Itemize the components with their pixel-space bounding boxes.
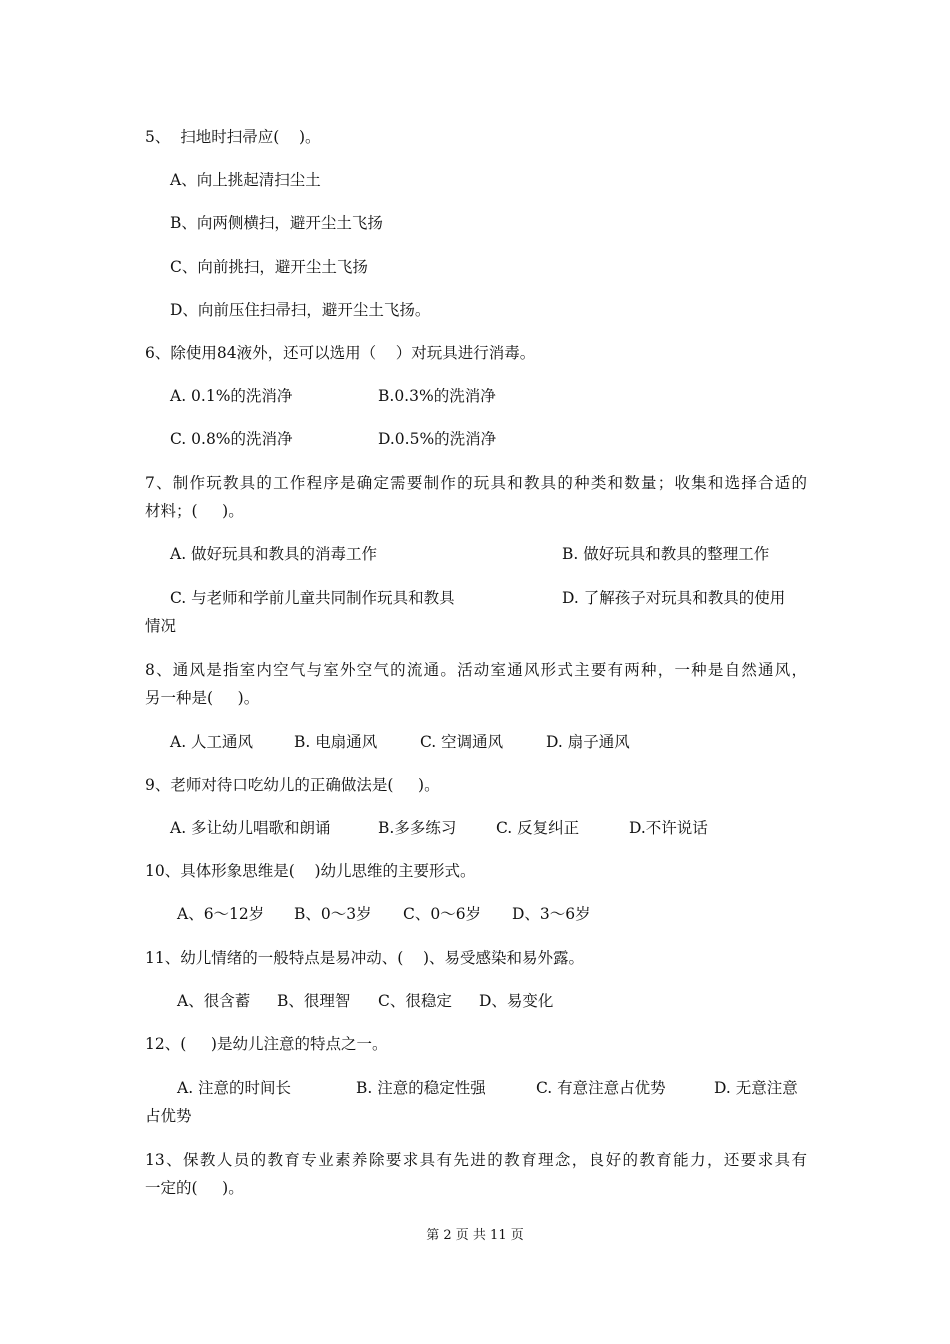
question-9-option-c: C. 反复纠正 (496, 819, 580, 837)
question-13-stem-line1: 13、保教人员的教育专业素养除要求具有先进的教育理念，良好的教育能力，还要求具有 (145, 1151, 807, 1169)
question-8-option-a: A. 人工通风 (170, 733, 254, 751)
question-7-option-d: D. 了解孩子对玩具和教具的使用 (562, 589, 786, 607)
question-11-option-a: A、很含蓄 (177, 992, 251, 1010)
question-7-option-a: A. 做好玩具和教具的消毒工作 (170, 545, 378, 563)
question-12-option-b: B. 注意的稳定性强 (356, 1079, 486, 1097)
question-9-option-a: A. 多让幼儿唱歌和朗诵 (170, 819, 331, 837)
question-6-option-b: B.0.3%的洗消净 (378, 387, 496, 405)
question-10-stem: 10、具体形象思维是( )幼儿思维的主要形式。 (145, 862, 476, 880)
question-9-option-d: D.不许说话 (629, 819, 708, 837)
question-12-stem: 12、( )是幼儿注意的特点之一。 (145, 1035, 388, 1053)
question-7-stem-line2: 材料；( )。 (145, 502, 244, 520)
question-11-option-d: D、易变化 (479, 992, 554, 1010)
question-10-option-d: D、3～6岁 (512, 905, 591, 923)
question-6-stem: 6、除使用84液外，还可以选用（ ）对玩具进行消毒。 (145, 344, 536, 362)
question-8-option-d: D. 扇子通风 (546, 733, 630, 751)
question-6-option-c: C. 0.8%的洗消净 (170, 430, 293, 448)
question-7-option-b: B. 做好玩具和教具的整理工作 (562, 545, 770, 563)
question-7-option-c: C. 与老师和学前儿童共同制作玩具和教具 (170, 589, 455, 607)
question-6-option-d: D.0.5%的洗消净 (378, 430, 497, 448)
question-11-stem: 11、幼儿情绪的一般特点是易冲动、( )、易受感染和易外露。 (145, 949, 585, 967)
question-5-stem: 5、 扫地时扫帚应( )。 (145, 128, 321, 146)
page-number-footer: 第 2 页 共 11 页 (426, 1228, 524, 1243)
question-5-option-b: B、向两侧横扫，避开尘土飞扬 (170, 214, 383, 232)
question-8-stem-line2: 另一种是( )。 (145, 689, 260, 707)
question-12-option-d: D. 无意注意 (714, 1079, 798, 1097)
question-11-option-c: C、很稳定 (378, 992, 452, 1010)
question-5-option-a: A、向上挑起清扫尘土 (170, 171, 321, 189)
question-10-option-c: C、0～6岁 (403, 905, 482, 923)
question-7-stem-line1: 7、制作玩教具的工作程序是确定需要制作的玩具和教具的种类和数量；收集和选择合适的 (145, 474, 807, 492)
question-10-option-a: A、6～12岁 (177, 905, 265, 923)
question-12-option-c: C. 有意注意占优势 (536, 1079, 666, 1097)
question-12-option-a: A. 注意的时间长 (177, 1079, 292, 1097)
question-5-option-c: C、向前挑扫，避开尘土飞扬 (170, 258, 368, 276)
question-12-option-d-continuation: 占优势 (145, 1107, 192, 1125)
question-9-option-b: B.多多练习 (378, 819, 457, 837)
question-13-stem-line2: 一定的( )。 (145, 1179, 244, 1197)
question-5-option-d: D、向前压住扫帚扫，避开尘土飞扬。 (170, 301, 431, 319)
question-8-stem-line1: 8、通风是指室内空气与室外空气的流通。活动室通风形式主要有两种，一种是自然通风， (145, 661, 807, 679)
question-6-option-a: A. 0.1%的洗消净 (170, 387, 293, 405)
question-8-option-b: B. 电扇通风 (294, 733, 378, 751)
question-11-option-b: B、很理智 (277, 992, 351, 1010)
question-7-option-d-continuation: 情况 (145, 617, 177, 635)
question-10-option-b: B、0～3岁 (294, 905, 372, 923)
question-9-stem: 9、老师对待口吃幼儿的正确做法是( )。 (145, 776, 440, 794)
question-8-option-c: C. 空调通风 (420, 733, 504, 751)
